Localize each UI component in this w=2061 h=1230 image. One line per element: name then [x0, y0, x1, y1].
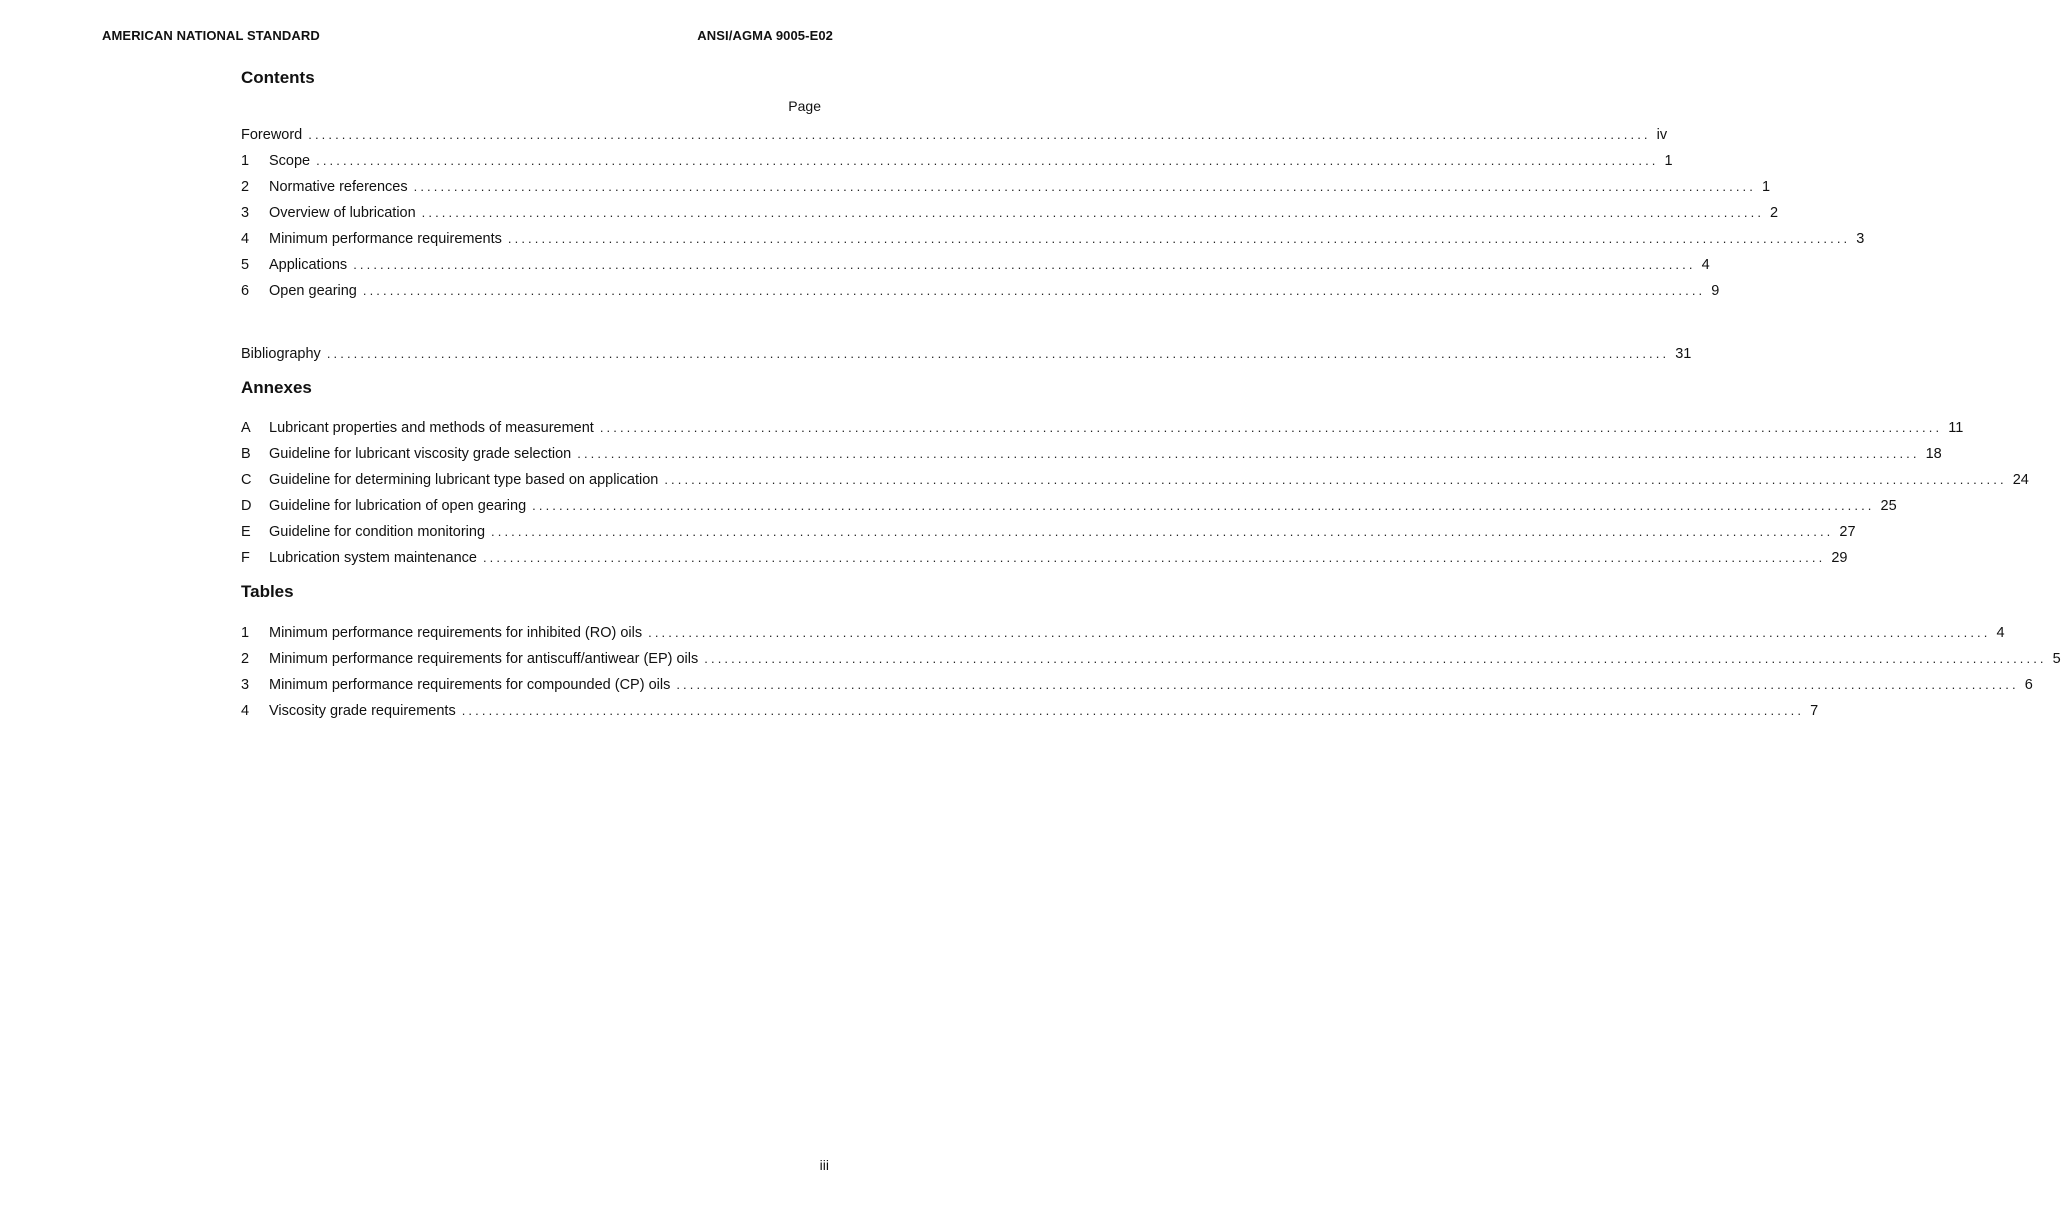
toc-entry-title: Guideline for lubricant viscosity grade selection	[269, 446, 572, 462]
toc-entry-scope[interactable]	[241, 148, 1673, 174]
leader-dots: ........................................................................................................................................................................................................	[704, 651, 2047, 666]
leader-dots: ........................................................................................................................................................................................................	[353, 257, 1696, 272]
toc-entry-number: A	[241, 420, 251, 436]
toc-entry-number: 1	[241, 625, 250, 641]
toc-entry-page: 11	[1948, 420, 1964, 436]
toc-entry-bibliography[interactable]	[241, 341, 1692, 367]
annexes-heading: Annexes	[241, 378, 312, 397]
toc-entry-title: Minimum performance requirements for antiscuff/antiwear (EP) oils	[269, 651, 699, 667]
toc-entry-table-1[interactable]	[241, 620, 2005, 646]
page-number: iii	[819, 1157, 829, 1173]
toc-entry-page: 2	[1770, 205, 1779, 221]
toc-entry-page: 4	[1701, 257, 1710, 273]
toc-entry-number: 3	[241, 677, 250, 693]
toc-entry-page: 29	[1831, 550, 1848, 566]
running-header-right: ANSI/AGMA 9005-E02	[697, 28, 833, 43]
toc-entry-table-3[interactable]	[241, 672, 2033, 698]
toc-entry-number: D	[241, 498, 252, 514]
toc-entry-applications[interactable]	[241, 252, 1710, 278]
annexes-list	[241, 415, 2029, 571]
contents-list	[241, 122, 1865, 304]
toc-entry-number: 2	[241, 651, 250, 667]
tables-heading: Tables	[241, 582, 294, 601]
toc-entry-title: Bibliography	[241, 346, 321, 362]
toc-entry-title: Minimum performance requirements for inhibited (RO) oils	[269, 625, 643, 641]
toc-entry-number: 3	[241, 205, 250, 221]
leader-dots: ........................................................................................................................................................................................................	[577, 446, 1920, 461]
toc-entry-number: B	[241, 446, 251, 462]
toc-entry-page: 1	[1761, 179, 1771, 195]
toc-entry-title: Applications	[269, 257, 348, 273]
toc-entry-number: 4	[241, 231, 250, 247]
toc-entry-foreword[interactable]	[241, 122, 1668, 148]
toc-entry-table-2[interactable]	[241, 646, 2061, 672]
toc-entry-page: 25	[1880, 498, 1897, 514]
toc-entry-title: Normative references	[269, 179, 408, 195]
toc-entry-title: Guideline for lubrication of open gearing	[269, 498, 527, 514]
leader-dots: ........................................................................................................................................................................................................	[316, 153, 1659, 168]
toc-entry-annex-d[interactable]	[241, 493, 1897, 519]
toc-entry-page: 9	[1711, 283, 1720, 299]
toc-entry-table-4[interactable]	[241, 698, 1819, 724]
toc-entry-title: Foreword	[241, 127, 303, 143]
toc-entry-title: Lubrication system maintenance	[269, 550, 477, 566]
leader-dots: ........................................................................................................................................................................................................	[532, 498, 1875, 513]
contents-heading: Contents	[241, 68, 315, 87]
leader-dots: ........................................................................................................................................................................................................	[648, 625, 1991, 640]
leader-dots: ........................................................................................................................................................................................................	[421, 205, 1765, 220]
toc-entry-number: 5	[241, 257, 250, 273]
toc-entry-number: 6	[241, 283, 250, 299]
toc-entry-title: Open gearing	[269, 283, 357, 299]
bibliography-list	[241, 341, 1692, 367]
toc-entry-number: F	[241, 550, 250, 566]
leader-dots: ........................................................................................................................................................................................................	[326, 346, 1670, 361]
toc-entry-page: 24	[2012, 472, 2029, 488]
toc-entry-page: 6	[2024, 677, 2033, 693]
toc-entry-number: 2	[241, 179, 250, 195]
running-header-left: AMERICAN NATIONAL STANDARD	[102, 28, 320, 43]
toc-entry-overview-of-lubrication[interactable]	[241, 200, 1779, 226]
toc-entry-page: 7	[1810, 703, 1819, 719]
toc-entry-title: Lubricant properties and methods of measurement	[269, 420, 594, 436]
toc-entry-title: Minimum performance requirements	[269, 231, 502, 247]
toc-entry-number: 4	[241, 703, 250, 719]
leader-dots: ........................................................................................................................................................................................................	[676, 677, 2019, 692]
leader-dots: ........................................................................................................................................................................................................	[507, 231, 1851, 246]
leader-dots: ........................................................................................................................................................................................................	[362, 283, 1706, 298]
toc-entry-title: Guideline for determining lubricant type based on application	[269, 472, 659, 488]
leader-dots: ........................................................................................................................................................................................................	[308, 127, 1651, 142]
toc-entry-open-gearing[interactable]	[241, 278, 1720, 304]
toc-entry-page: 3	[1856, 231, 1865, 247]
toc-entry-page: 18	[1925, 446, 1942, 462]
toc-entry-annex-f[interactable]	[241, 545, 1848, 571]
leader-dots: ........................................................................................................................................................................................................	[599, 420, 1943, 435]
leader-dots: ........................................................................................................................................................................................................	[413, 179, 1756, 194]
toc-entry-minimum-performance-requirements[interactable]	[241, 226, 1865, 252]
toc-entry-page: 1	[1664, 153, 1673, 169]
toc-entry-title: Viscosity grade requirements	[269, 703, 456, 719]
toc-entry-title: Overview of lubrication	[269, 205, 416, 221]
toc-entry-page: 4	[1996, 625, 2005, 641]
toc-entry-page: 31	[1675, 346, 1692, 362]
toc-entry-title: Scope	[269, 153, 311, 169]
page-column-label: Page	[788, 98, 821, 114]
toc-entry-annex-e[interactable]	[241, 519, 1856, 545]
toc-entry-annex-a[interactable]	[241, 415, 1964, 441]
leader-dots: ........................................................................................................................................................................................................	[491, 524, 1834, 539]
toc-entry-number: E	[241, 524, 251, 540]
toc-entry-page: 27	[1839, 524, 1856, 540]
toc-entry-title: Guideline for condition monitoring	[269, 524, 486, 540]
leader-dots: ........................................................................................................................................................................................................	[461, 703, 1805, 718]
toc-entry-annex-c[interactable]	[241, 467, 2029, 493]
toc-entry-normative-references[interactable]	[241, 174, 1771, 200]
toc-entry-title: Minimum performance requirements for compounded (CP) oils	[269, 677, 671, 693]
toc-entry-number: 1	[241, 153, 250, 169]
toc-entry-page: iv	[1656, 127, 1668, 143]
leader-dots: ........................................................................................................................................................................................................	[482, 550, 1826, 565]
toc-entry-page: 5	[2052, 651, 2061, 667]
tables-list	[241, 620, 2061, 724]
toc-entry-annex-b[interactable]	[241, 441, 1942, 467]
toc-entry-number: C	[241, 472, 252, 488]
leader-dots: ........................................................................................................................................................................................................	[664, 472, 2007, 487]
